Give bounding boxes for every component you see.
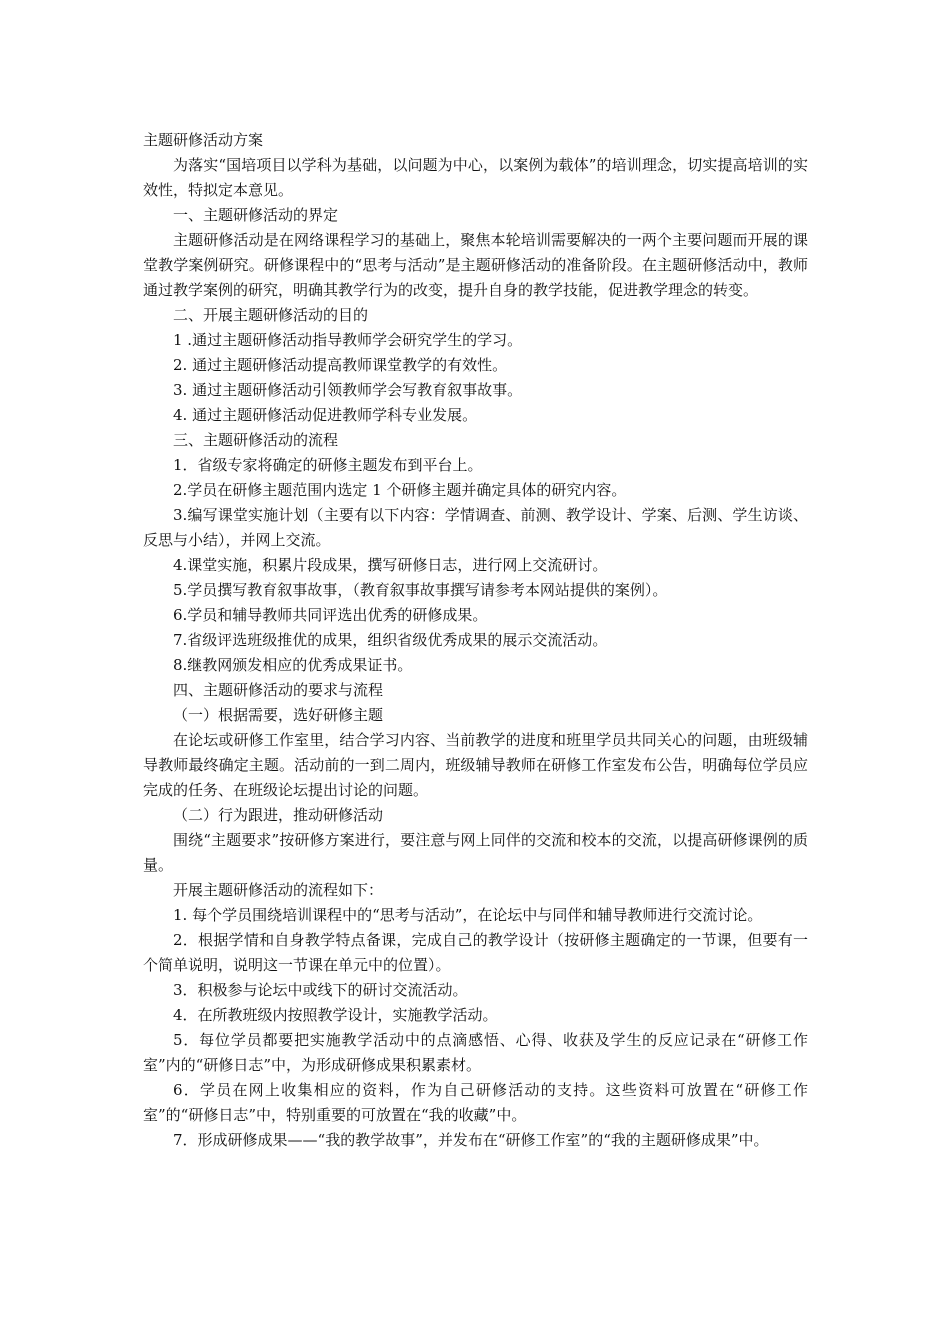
list-item: 5.学员撰写教育叙事故事，（教育叙事故事撰写请参考本网站提供的案例）。 [173,581,668,599]
list-item: 4.课堂实施，积累片段成果，撰写研修日志，进行网上交流研讨。 [173,556,608,574]
body-paragraph: 开展主题研修活动的流程如下： [173,881,384,899]
body-paragraph: 主题研修活动是在网络课程学习的基础上，聚焦本轮培训需要解决的一两个主要问题而开展的课堂教学案例研究。研修课程中的“思考与活动”是主题研修活动的准备阶段。在主题研修活动中，教师通过教学案例的研究，明确其教学行为的改变，提升自身的教学技能，促进教学理念的转变。 [143,231,808,299]
list-item: 2．根据学情和自身教学特点备课，完成自己的教学设计（按研修主题确定的一节课，但要有一个简单说明，说明这一节课在单元中的位置）。 [143,931,808,974]
section-heading-4: 四、主题研修活动的要求与流程 [173,681,384,699]
list-item: 8.继教网颁发相应的优秀成果证书。 [173,656,413,674]
list-item: 4. 通过主题研修活动促进教师学科专业发展。 [173,406,478,424]
subsection-heading-1: （一）根据需要，选好研修主题 [173,706,384,724]
list-item: 5．每位学员都要把实施教学活动中的点滴感悟、心得、收获及学生的反应记录在“研修工作室”内的“研修日志”中，为形成研修成果积累素材。 [143,1031,808,1074]
list-item: 1．省级专家将确定的研修主题发布到平台上。 [173,456,483,474]
section-heading-2: 二、开展主题研修活动的目的 [173,306,369,324]
list-item: 4．在所教班级内按照教学设计，实施教学活动。 [173,1006,498,1024]
document-title: 主题研修活动方案 [143,131,264,149]
list-item: 6．学员在网上收集相应的资料，作为自己研修活动的支持。这些资料可放置在“研修工作室”的“研修日志”中，特别重要的可放置在“我的收藏”中。 [143,1081,808,1124]
body-paragraph: 围绕“主题要求”按研修方案进行，要注意与网上同伴的交流和校本的交流，以提高研修课例的质量。 [143,831,808,874]
list-item: 7．形成研修成果——“我的教学故事”，并发布在“研修工作室”的“我的主题研修成果”中。 [173,1131,769,1149]
subsection-heading-2: （二）行为跟进，推动研修活动 [173,806,384,824]
document-body [143,128,808,1153]
list-item: 1 .通过主题研修活动指导教师学会研究学生的学习。 [173,331,523,349]
section-heading-3: 三、主题研修活动的流程 [173,431,339,449]
list-item: 2. 通过主题研修活动提高教师课堂教学的有效性。 [173,356,508,374]
list-item: 3．积极参与论坛中或线下的研讨交流活动。 [173,981,468,999]
list-item: 3.编写课堂实施计划（主要有以下内容：学情调查、前测、教学设计、学案、后测、学生访谈、反思与小结），并网上交流。 [143,506,808,549]
section-heading-1: 一、主题研修活动的界定 [173,206,339,224]
list-item: 2.学员在研修主题范围内选定 1 个研修主题并确定具体的研究内容。 [173,481,627,499]
list-item: 3. 通过主题研修活动引领教师学会写教育叙事故事。 [173,381,523,399]
body-paragraph: 在论坛或研修工作室里，结合学习内容、当前教学的进度和班里学员共同关心的问题，由班级辅导教师最终确定主题。活动前的一到二周内，班级辅导教师在研修工作室发布公告，明确每位学员应完成的任务、在班级论坛提出讨论的问题。 [143,731,808,799]
list-item: 6.学员和辅导教师共同评选出优秀的研修成果。 [173,606,488,624]
list-item: 7.省级评选班级推优的成果，组织省级优秀成果的展示交流活动。 [173,631,608,649]
intro-paragraph: 为落实“国培项目以学科为基础，以问题为中心，以案例为载体”的培训理念，切实提高培训的实效性，特拟定本意见。 [143,156,808,199]
list-item: 1. 每个学员围绕培训课程中的“思考与活动”，在论坛中与同伴和辅导教师进行交流讨论。 [173,906,763,924]
